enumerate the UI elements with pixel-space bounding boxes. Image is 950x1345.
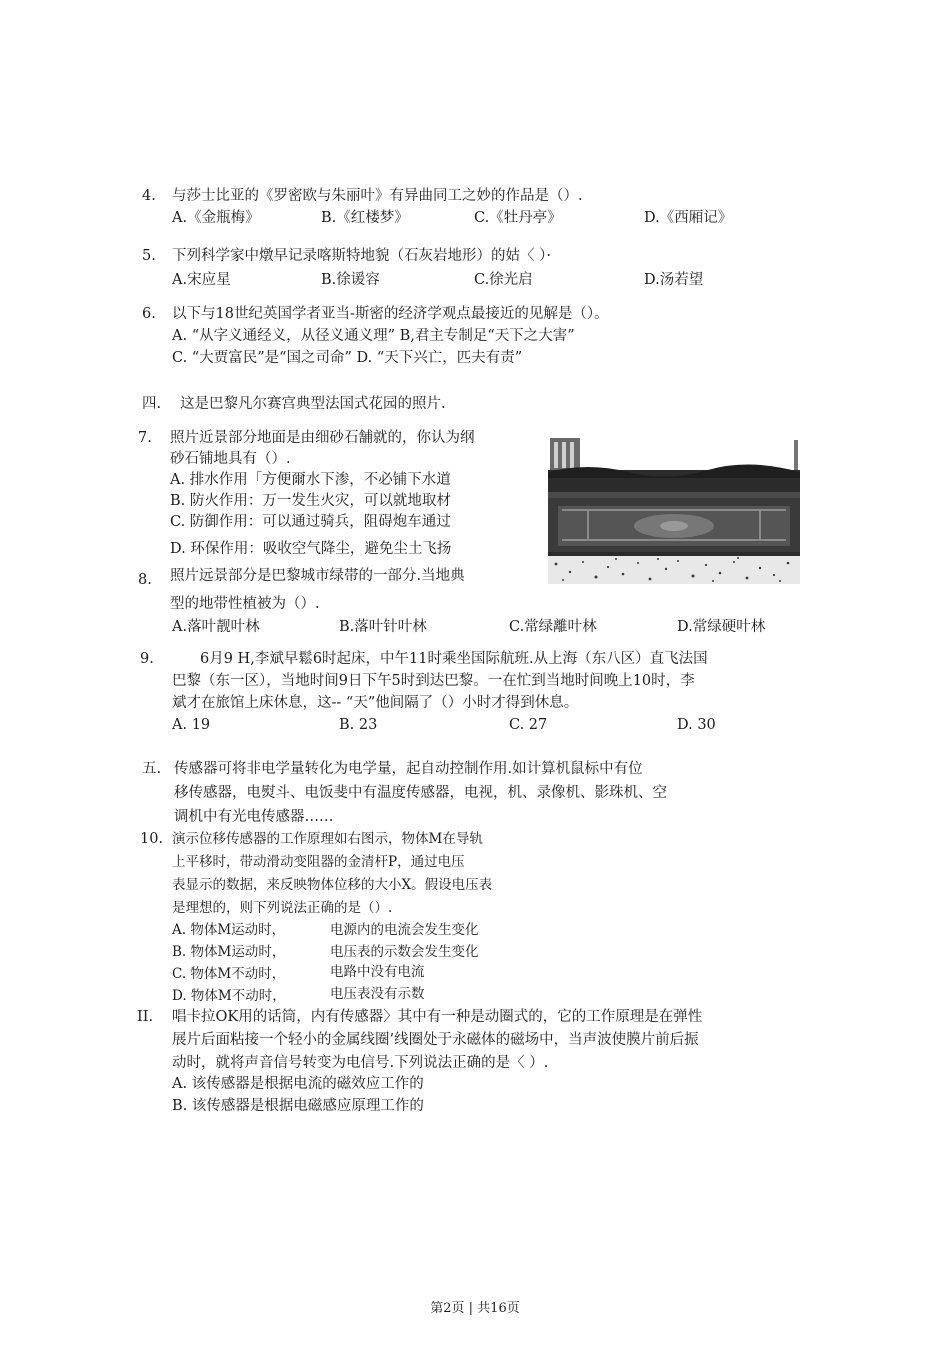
q10-option-b-label: B. 物体M运动时， — [172, 944, 286, 960]
q4-number: 4. — [142, 188, 156, 204]
q7-option-a: A. 排水作用「方便爾水下渗，不必铺下水道 — [170, 472, 451, 488]
q10-option-c-label: C. 物体M不动时， — [172, 966, 286, 982]
section-4-number: 四. — [142, 396, 162, 412]
q10-option-c-text: 电路中没有电流 — [330, 964, 425, 980]
q4-option-a: A.《金瓶梅》 — [172, 210, 260, 226]
q7-option-d: D. 环保作用：吸收空气降尘，避免尘土飞扬 — [170, 541, 452, 557]
q10-stem-line2: 上平移时，带动滑动变阻器的金清杆P，通过电压 — [172, 854, 465, 870]
q11-stem-line1: 唱卡拉OK用的话筒，内有传感器〉其中有一种是动圈式的，它的工作原理是在弹性 — [172, 1009, 703, 1025]
q5-option-c: C.徐光启 — [474, 272, 533, 288]
q6-options-cd: C. “大贾富民”是“国之司命” D. “天下兴亡，匹夫有责” — [172, 350, 523, 366]
q7-option-b: B. 防火作用：万一发生火灾，可以就地取材 — [170, 493, 451, 509]
q4-option-b: B.《红楼梦》 — [321, 210, 409, 226]
q9-stem-line1: 6月9 H,李斌早鬆6时起床，中午11时乘坐国际航班.从上海（东八区）直飞法国 — [200, 651, 708, 667]
section-5-number: 五. — [142, 761, 162, 777]
q8-option-b: B.落叶针叶林 — [339, 619, 427, 635]
q8-option-a: A.落叶靓叶林 — [172, 619, 260, 635]
q4-option-d: D.《西厢记》 — [644, 210, 733, 226]
q11-stem-line2: 展片后面粘接一个轻小的金属线圈’线圈处于永磁体的磁场中，当声波使膜片前后振 — [172, 1032, 699, 1048]
section-5-line2: 移传感器，电熨斗、电饭斐中有温度传感器，电视，机、录像机、影珠机、空 — [174, 785, 667, 801]
q9-stem-line3: 斌才在旅馆上床休息，这-- “天”他间隔了（）小时才得到休息。 — [172, 695, 579, 711]
q9-option-a: A. 19 — [172, 717, 211, 733]
q8-option-d: D.常绿硬叶林 — [677, 619, 766, 635]
q10-option-d-label: D. 物体M不动时， — [172, 988, 286, 1004]
q10-option-a-text: 电源内的电流会发生变化 — [330, 922, 479, 938]
q5-option-a: A.宋应星 — [172, 272, 231, 288]
q9-number: 9. — [140, 651, 154, 667]
q8-number: 8. — [138, 572, 152, 588]
q6-number: 6. — [142, 306, 156, 322]
q8-option-c: C.常绿離叶林 — [509, 619, 597, 635]
q10-number: 10. — [140, 831, 164, 847]
q7-option-c: C. 防御作用：可以通过骑兵，阻碍炮车通过 — [170, 514, 451, 530]
section-5-line1: 传感器可将非电学量转化为电学量，起自动控制作用.如计算机鼠标中有位 — [174, 761, 643, 777]
q4-stem: 与莎士比亚的《罗密欧与朱丽叶》有异曲同工之妙的作品是（）. — [172, 188, 583, 204]
q10-stem-line4: 是理想的，则下列说法正确的是（）. — [172, 900, 393, 916]
q9-option-c: C. 27 — [509, 717, 548, 733]
q7-number: 7. — [138, 430, 152, 446]
q9-option-d: D. 30 — [677, 717, 716, 733]
q5-option-b: B.徐谖容 — [321, 272, 380, 288]
q4-option-c: C.《牡丹亭》 — [474, 210, 562, 226]
q11-option-b: B. 该传感器是根据电磁感应原理工作的 — [172, 1098, 424, 1114]
q10-option-a-label: A. 物体M运动时， — [172, 922, 286, 938]
q10-option-d-text: 电压表没有示数 — [330, 986, 425, 1002]
q11-option-a: A. 该传感器是根据电流的磁效应工作的 — [172, 1076, 424, 1092]
q5-option-d: D.汤若望 — [644, 272, 704, 288]
q7-stem-line1: 照片近景部分地面是由细砂石舗就的，你认为纲 — [170, 430, 475, 446]
section-5-line3: 调机中有光电传感器…… — [174, 809, 334, 825]
q10-stem-line1: 演示位移传感器的工作原理如右图示，物体M在导轨 — [172, 831, 483, 847]
page-footer: 第2页 | 共16页 — [430, 1301, 520, 1316]
section-4-intro: 这是巴黎凡尔赛宫典型法国式花园的照片. — [180, 396, 446, 412]
q11-stem-line3: 动时，就将声音信号转变为电信号.下列说法正确的是〈 ）. — [172, 1055, 549, 1071]
q9-option-b: B. 23 — [339, 717, 378, 733]
q10-option-b-text: 电压表的示数会发生变化 — [330, 944, 479, 960]
q7-stem-line2: 砂石铺地具有（）. — [170, 451, 291, 467]
q6-stem: 以下与18世纪英国学者亚当-斯密的经济学观点最接近的见解是（）。 — [172, 306, 609, 322]
q8-stem-line1: 照片远景部分是巴黎城市绿帯的一部分.当地典 — [170, 568, 465, 584]
q6-options-ab: A. “从字义通经义，从径义通义理” B,君主专制足“天下之大害” — [172, 328, 575, 344]
versailles-garden-photo — [548, 432, 800, 584]
q5-stem: 下列科学家中燉早记录喀斯特地貌（石灰岩地形）的姑〈 ）· — [172, 248, 551, 264]
q10-stem-line3: 表显示的数据，来反映物体位移的大小X。假设电压表 — [172, 877, 493, 893]
q9-stem-line2: 巴黎（东一区），当地时间9日下午5时到达巴黎。一在忙到当地时间晚上10时，李 — [172, 673, 695, 689]
q5-number: 5. — [142, 248, 156, 264]
q8-stem-line2: 型的地带性植被为（）. — [170, 596, 320, 612]
q11-number: II. — [137, 1009, 154, 1025]
